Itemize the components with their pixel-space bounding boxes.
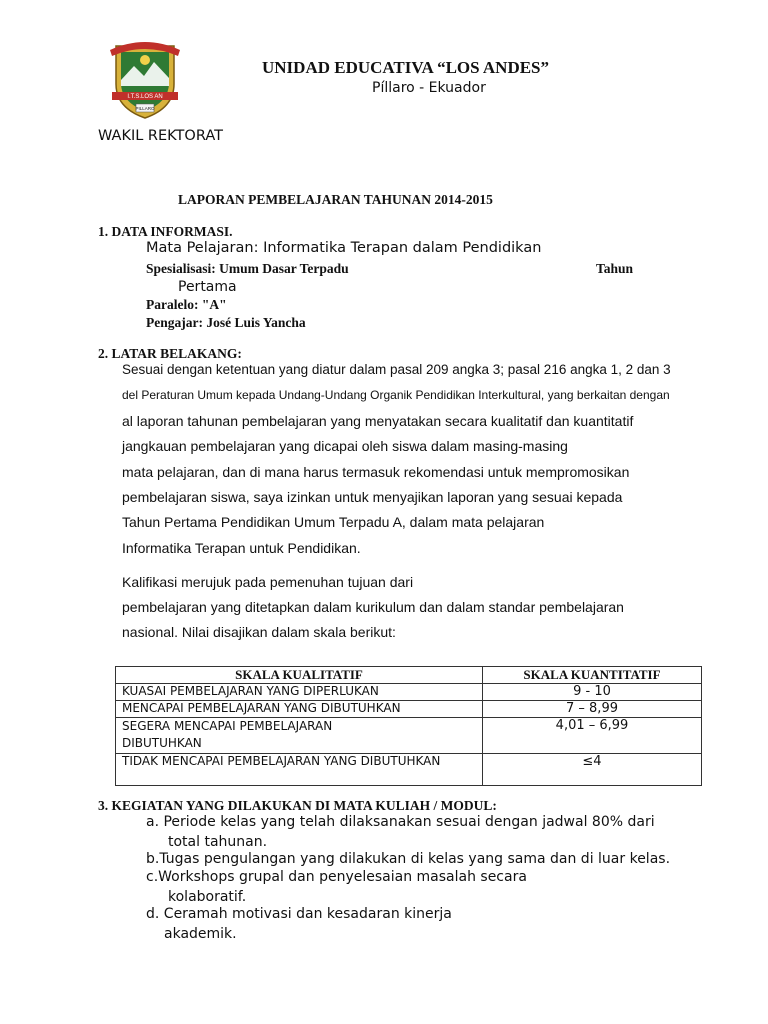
background-line-8: Informatika Terapan untuk Pendidikan. <box>122 540 361 556</box>
table-row <box>116 701 702 718</box>
table-row <box>116 684 702 701</box>
background-line-11: nasional. Nilai disajikan dalam skala berikut: <box>122 624 396 640</box>
logo-banner-text: I.T.S.LOS AN <box>127 94 163 100</box>
qualitative-cell: SEGERA MENCAPAI PEMBELAJARAN DIBUTUHKAN <box>116 718 483 754</box>
department: WAKIL REKTORAT <box>98 128 223 144</box>
quantitative-cell: 9 - 10 <box>483 684 702 701</box>
activity-c: c.Workshops grupal dan penyelesaian masalah secara <box>146 869 527 885</box>
year-label: Tahun <box>596 261 634 276</box>
subject: Mata Pelajaran: Informatika Terapan dalam Pendidikan <box>146 240 542 256</box>
qualitative-cell: MENCAPAI PEMBELAJARAN YANG DIBUTUHKAN <box>116 701 483 718</box>
activity-b: b.Tugas pengulangan yang dilakukan di kelas yang sama dan di luar kelas. <box>146 851 671 867</box>
table-header-row <box>116 667 702 684</box>
header-qualitative: SKALA KUALITATIF <box>116 667 483 684</box>
background-line-3: al laporan tahunan pembelajaran yang menyatakan secara kualitatif dan kuantitatif <box>122 413 634 429</box>
section1-heading: 1. DATA INFORMASI. <box>98 224 233 239</box>
school-city: Píllaro - Ekuador <box>372 80 486 96</box>
activity-d: d. Ceramah motivasi dan kesadaran kinerja <box>146 906 452 922</box>
table-row <box>116 754 702 786</box>
background-line-10: pembelajaran yang ditetapkan dalam kurikulum dan dalam standar pembelajaran <box>122 599 624 615</box>
qualitative-cell: KUASAI PEMBELAJARAN YANG DIPERLUKAN <box>116 684 483 701</box>
parallel: Paralelo: "A" <box>146 297 227 312</box>
scale-table <box>115 666 702 786</box>
quantitative-cell: ≤4 <box>483 754 702 786</box>
logo-place-text: PILLARO <box>135 106 155 111</box>
activity-d-cont: akademik. <box>164 926 237 942</box>
header-quantitative: SKALA KUANTITATIF <box>483 667 702 684</box>
year-value: Pertama <box>178 279 237 295</box>
background-line-9: Kalifikasi merujuk pada pemenuhan tujuan dari <box>122 574 414 590</box>
background-line-1: Sesuai dengan ketentuan yang diatur dalam pasal 209 angka 3; pasal 216 angka 1, 2 dan 3 <box>122 362 671 377</box>
activity-c-cont: kolaboratif. <box>168 889 247 905</box>
section3-heading: 3. KEGIATAN YANG DILAKUKAN DI MATA KULIAH / MODUL: <box>98 798 497 813</box>
report-title: LAPORAN PEMBELAJARAN TAHUNAN 2014-2015 <box>178 192 493 207</box>
quantitative-cell: 4,01 – 6,99 <box>483 718 702 754</box>
section2-heading: 2. LATAR BELAKANG: <box>98 346 242 361</box>
background-line-7: Tahun Pertama Pendidikan Umum Terpadu A, dalam mata pelajaran <box>122 514 545 530</box>
school-logo <box>108 36 182 120</box>
table-row <box>116 718 702 754</box>
background-line-4: jangkauan pembelajaran yang dicapai oleh siswa dalam masing-masing <box>122 438 568 454</box>
quantitative-cell: 7 – 8,99 <box>483 701 702 718</box>
activity-a: a. Periode kelas yang telah dilaksanakan sesuai dengan jadwal 80% dari <box>146 814 655 830</box>
background-line-6: pembelajaran siswa, saya izinkan untuk menyajikan laporan yang sesuai kepada <box>122 489 623 505</box>
teacher: Pengajar: José Luis Yancha <box>146 315 306 330</box>
qualitative-cell: TIDAK MENCAPAI PEMBELAJARAN YANG DIBUTUHKAN <box>116 754 483 786</box>
background-line-5: mata pelajaran, dan di mana harus termasuk rekomendasi untuk mempromosikan <box>122 464 630 480</box>
background-line-2: del Peraturan Umum kepada Undang-Undang Organik Pendidikan Interkultural, yang berkaitan dengan <box>122 388 670 402</box>
specialization: Spesialisasi: Umum Dasar Terpadu <box>146 261 349 276</box>
school-name: UNIDAD EDUCATIVA “LOS ANDES” <box>262 58 550 77</box>
activity-a-cont: total tahunan. <box>168 834 268 850</box>
